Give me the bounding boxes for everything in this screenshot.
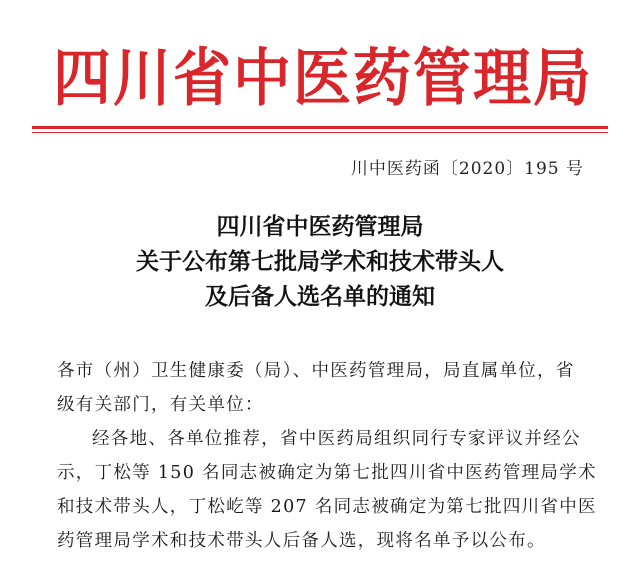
addressee-line-2: 级有关部门，有关单位： [57,395,264,415]
masthead-char: 省 [172,41,231,115]
document-number: 川中医药函〔2020〕195 号 [350,159,584,179]
paragraph-line-4: 药管理局学术和技术带头人后备人选，现将名单予以公布。 [57,531,546,551]
masthead-char: 中 [232,41,291,115]
masthead [52,40,592,116]
title-line-2: 关于公布第七批局学术和技术带头人 [136,249,504,275]
title-line-3: 及后备人选名单的通知 [205,284,435,310]
masthead-char: 局 [532,41,591,115]
paragraph-line-1: 经各地、各单位推荐，省中医药局组织同行专家评议并经公 [92,429,581,449]
masthead-divider-thick [32,126,608,129]
masthead-char: 医 [292,41,351,115]
title-line-1: 四川省中医药管理局 [216,214,424,240]
masthead-divider-thin [32,132,608,133]
paragraph-line-3: 和技术带头人，丁松屹等 207 名同志被确定为第七批四川省中医 [57,497,597,517]
document-body [57,354,612,558]
masthead-char: 管 [412,41,471,115]
document-title [0,210,640,315]
paragraph-line-2: 示，丁松等 150 名同志被确定为第七批四川省中医药管理局学术 [57,463,597,483]
masthead-char: 川 [112,41,171,115]
masthead-char: 四 [52,41,111,115]
addressee-line-1: 各市（州）卫生健康委（局）、中医药管理局，局直属单位，省 [57,361,575,381]
masthead-char: 理 [472,41,531,115]
masthead-char: 药 [352,41,411,115]
